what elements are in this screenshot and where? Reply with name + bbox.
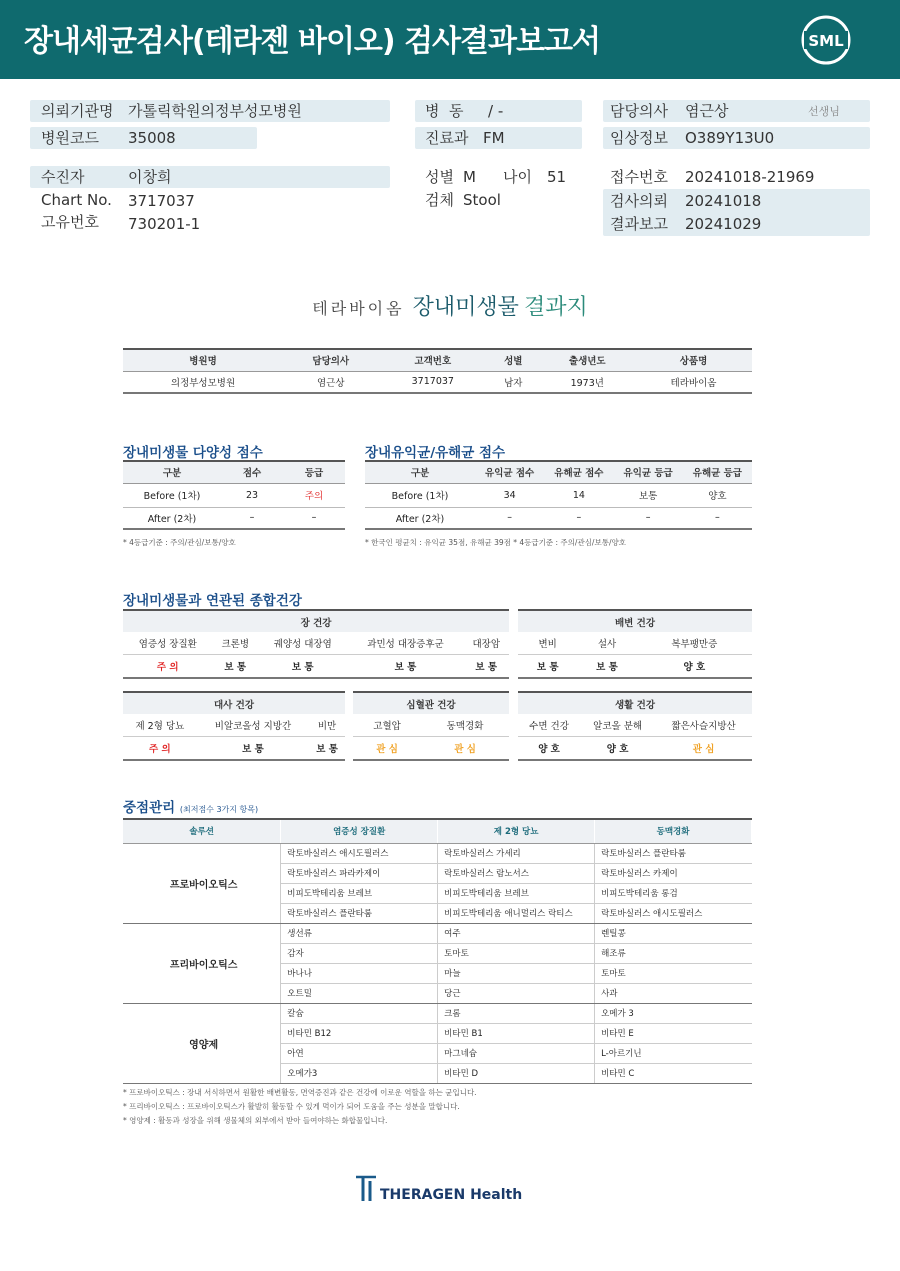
- age-value: 51: [547, 168, 567, 186]
- summary-cell: 1973년: [540, 371, 635, 393]
- care-title: [123, 796, 258, 816]
- care-cell: 락토바실러스 플란타룸: [281, 903, 438, 923]
- id-value: 730201-1: [128, 215, 201, 233]
- care-cell: 아연: [281, 1043, 438, 1063]
- receipt-label: 접수번호: [610, 168, 668, 186]
- care-cell: 오트밀: [281, 983, 438, 1003]
- bowel-item: 복부팽만증: [637, 632, 752, 654]
- care-category: 프리바이오틱스: [123, 923, 281, 1003]
- gut-item: 염증성 장질환: [123, 632, 213, 654]
- gut-item: 과민성 대장증후군: [348, 632, 464, 654]
- beneficial-cell: 보통: [614, 483, 683, 507]
- cardio-item: 동맥경화: [421, 714, 509, 736]
- beneficial-header: 구분: [365, 461, 475, 483]
- beneficial-cell: After (2차): [365, 507, 475, 529]
- cardio-item: 고혈압: [353, 714, 421, 736]
- sex-label: 성별: [425, 168, 454, 186]
- cardio-health-title: 심혈관 건강: [353, 692, 509, 714]
- beneficial-cell: –: [544, 507, 613, 529]
- care-cell: 오메가 3: [595, 1003, 752, 1023]
- gut-value: 보 통: [224, 661, 247, 673]
- care-header: 제 2형 당뇨: [438, 819, 595, 843]
- bowel-item: 설사: [577, 632, 636, 654]
- care-cell: 칼슘: [281, 1003, 438, 1023]
- care-cell: 생선류: [281, 923, 438, 943]
- diversity-table: [123, 460, 345, 530]
- gut-health-title: 장 건강: [123, 610, 509, 632]
- summary-header: 고객번호: [379, 349, 488, 371]
- summary-header: 상품명: [635, 349, 752, 371]
- care-cell: 바나나: [281, 963, 438, 983]
- care-cell: 락토바실러스 애시도필러스: [281, 843, 438, 863]
- life-health-title: 생활 건강: [518, 692, 752, 714]
- care-title-text: 중점관리: [123, 800, 176, 816]
- care-cell: 비피도박테리움 브레브: [438, 883, 595, 903]
- metabolic-value: 보 통: [316, 743, 338, 755]
- ward-value: / -: [488, 102, 504, 120]
- metabolic-item: 비만: [309, 714, 345, 736]
- gut-item: 궤양성 대장염: [258, 632, 348, 654]
- life-value: 양 호: [538, 743, 560, 755]
- life-item: 짧은사슬지방산: [655, 714, 752, 736]
- beneficial-cell: 양호: [683, 483, 752, 507]
- care-cell: 당근: [438, 983, 595, 1003]
- footer-brand-text: THERAGEN Health: [380, 1187, 523, 1203]
- cardio-value: 관 심: [376, 743, 398, 755]
- care-cell: 비타민 B1: [438, 1023, 595, 1043]
- theragen-logo: [354, 1171, 534, 1205]
- care-cell: 마그네슘: [438, 1043, 595, 1063]
- request-value: 20241018: [685, 192, 762, 210]
- report-header: [0, 0, 900, 79]
- bowel-value: 양 호: [683, 661, 706, 673]
- beneficial-header: 유해균 점수: [544, 461, 613, 483]
- summary-header: 성별: [487, 349, 539, 371]
- chart-label: Chart No.: [41, 191, 112, 209]
- doctor-label: 담당의사: [610, 102, 668, 120]
- bowel-health-table: [518, 609, 752, 679]
- care-cell: 비피도박테리움 롱검: [595, 883, 752, 903]
- doctor-value: 염근상: [685, 102, 729, 120]
- beneficial-cell: Before (1차): [365, 483, 475, 507]
- summary-table: [123, 348, 752, 394]
- care-cell: 락토바실러스 플란타룸: [595, 843, 752, 863]
- beneficial-cell: –: [475, 507, 544, 529]
- beneficial-title: 장내유익균/유해균 점수: [365, 445, 506, 461]
- bowel-value: 보 통: [596, 661, 618, 673]
- chart-value: 3717037: [128, 192, 195, 210]
- care-cell: 비피도박테리움 브레브: [281, 883, 438, 903]
- care-cell: 락토바실러스 람노서스: [438, 863, 595, 883]
- care-cell: 감자: [281, 943, 438, 963]
- care-cell: L-아르기닌: [595, 1043, 752, 1063]
- summary-header: 담당의사: [283, 349, 378, 371]
- care-cell: 토마토: [595, 963, 752, 983]
- diversity-cell: –: [283, 507, 345, 529]
- diversity-grade: 주의: [283, 483, 345, 507]
- life-item: 수면 건강: [518, 714, 580, 736]
- health-title: 장내미생물과 연관된 종합건강: [123, 593, 302, 609]
- gut-value: 보 통: [291, 661, 314, 673]
- report-value: 20241029: [685, 215, 762, 233]
- life-value: 양 호: [606, 743, 629, 755]
- bowel-item: 변비: [518, 632, 577, 654]
- microbiome-report-title: [0, 290, 900, 321]
- summary-header: 병원명: [123, 349, 283, 371]
- care-cell: 오메가3: [281, 1063, 438, 1083]
- id-label: 고유번호: [41, 213, 99, 231]
- life-value: 관 심: [692, 743, 715, 755]
- clinical-label: 임상정보: [610, 129, 668, 147]
- care-cell: 렌틸콩: [595, 923, 752, 943]
- diversity-header: 등급: [283, 461, 345, 483]
- summary-cell: 염근상: [283, 371, 378, 393]
- dept-value: FM: [483, 129, 505, 147]
- care-note: * 프리바이오틱스 : 프로바이오틱스가 활발히 활동할 수 있게 먹이가 되어 도움을 주는 성분을 말합니다.: [123, 1102, 460, 1111]
- care-cell: 락토바실러스 가세리: [438, 843, 595, 863]
- dept-label: 진료과: [425, 129, 469, 147]
- metabolic-value: 보 통: [242, 743, 264, 755]
- beneficial-note: * 한국인 평균치 : 유익균 35점, 유해균 39점 * 4등급기준 : 주의/관심/보통/양호: [365, 538, 626, 547]
- beneficial-header: 유익균 등급: [614, 461, 683, 483]
- metabolic-health-title: 대사 건강: [123, 692, 345, 714]
- receipt-value: 20241018-21969: [685, 168, 815, 186]
- sex-value: M: [463, 168, 476, 186]
- beneficial-header: 유익균 점수: [475, 461, 544, 483]
- care-cell: 비타민 E: [595, 1023, 752, 1043]
- beneficial-cell: 34: [475, 483, 544, 507]
- ward-label: 병 동: [425, 102, 464, 120]
- diversity-header: 점수: [221, 461, 283, 483]
- metabolic-value: 주 의: [149, 743, 171, 755]
- care-category: 영양제: [123, 1003, 281, 1083]
- metabolic-item: 제 2형 당뇨: [123, 714, 197, 736]
- care-cell: 비타민 C: [595, 1063, 752, 1083]
- age-label: 나이: [503, 168, 532, 186]
- diversity-cell: –: [221, 507, 283, 529]
- care-category: 프로바이오틱스: [123, 843, 281, 923]
- title-brand: 테라바이옴: [312, 299, 405, 318]
- report-title: 장내세균검사(테라젠 바이오) 검사결과보고서: [24, 24, 600, 59]
- report-label: 결과보고: [610, 215, 668, 233]
- care-header: 염증성 장질환: [281, 819, 438, 843]
- care-cell: 여주: [438, 923, 595, 943]
- specimen-label: 검체: [425, 191, 454, 209]
- beneficial-table: [365, 460, 752, 530]
- diversity-note: * 4등급기준 : 주의/관심/보통/양호: [123, 538, 236, 547]
- care-cell: 비타민 B12: [281, 1023, 438, 1043]
- care-note: * 영양제 : 활동과 성장을 위해 생물체의 외부에서 받아 들여야하는 화합물입니다.: [123, 1116, 388, 1125]
- summary-cell: 테라바이옴: [635, 371, 752, 393]
- care-note: * 프로바이오틱스 : 장내 서식하면서 원활한 배변활동, 면역증진과 같은 건강에 이로운 역할을 하는 균입니다.: [123, 1088, 477, 1097]
- request-label: 검사의뢰: [610, 192, 668, 210]
- patient-value: 이창희: [128, 168, 172, 186]
- doctor-suffix: 선생님: [808, 105, 840, 118]
- metabolic-health-table: [123, 691, 345, 761]
- metabolic-item: 비알코올성 지방간: [197, 714, 309, 736]
- care-cell: 비타민 D: [438, 1063, 595, 1083]
- hospital-code-value: 35008: [128, 129, 176, 147]
- beneficial-cell: –: [683, 507, 752, 529]
- title-suffix: 결과지: [523, 295, 588, 320]
- beneficial-cell: –: [614, 507, 683, 529]
- institution-label: 의뢰기관명: [41, 102, 114, 120]
- patient-label: 수진자: [41, 168, 85, 186]
- summary-header: 출생년도: [540, 349, 635, 371]
- life-health-table: [518, 691, 752, 761]
- care-cell: 락토바실러스 애시도필러스: [595, 903, 752, 923]
- title-main: 장내미생물: [412, 295, 519, 320]
- care-cell: 락토바실러스 파라카제이: [281, 863, 438, 883]
- diversity-title: 장내미생물 다양성 점수: [123, 445, 263, 461]
- beneficial-header: 유해균 등급: [683, 461, 752, 483]
- clinical-value: O389Y13U0: [685, 129, 775, 147]
- care-cell: 크롬: [438, 1003, 595, 1023]
- care-header: 동맥경화: [595, 819, 752, 843]
- care-cell: 사과: [595, 983, 752, 1003]
- gut-item: 대장암: [464, 632, 510, 654]
- life-item: 알코올 분해: [580, 714, 655, 736]
- institution-value: 가톨릭학원의정부성모병원: [128, 102, 302, 120]
- diversity-cell: After (2차): [123, 507, 221, 529]
- care-cell: 락토바실러스 카제이: [595, 863, 752, 883]
- diversity-cell: 23: [221, 483, 283, 507]
- bowel-health-title: 배변 건강: [518, 610, 752, 632]
- cardio-value: 관 심: [454, 743, 476, 755]
- logo-text: SML: [808, 32, 844, 50]
- summary-cell: 의정부성모병원: [123, 371, 283, 393]
- care-cell: 비피도박테리움 애니멀리스 락티스: [438, 903, 595, 923]
- gut-value: 주 의: [156, 661, 179, 673]
- gut-health-table: [123, 609, 509, 679]
- care-header: 솔루션: [123, 819, 281, 843]
- beneficial-cell: 14: [544, 483, 613, 507]
- gut-item: 크론병: [213, 632, 258, 654]
- bowel-value: 보 통: [536, 661, 559, 673]
- diversity-header: 구분: [123, 461, 221, 483]
- summary-cell: 3717037: [379, 371, 488, 393]
- care-cell: 마늘: [438, 963, 595, 983]
- care-subtitle: (최저점수 3가지 항목): [179, 805, 259, 814]
- summary-cell: 남자: [487, 371, 539, 393]
- care-cell: 토마토: [438, 943, 595, 963]
- gut-value: 보 통: [394, 661, 417, 673]
- sml-logo: [798, 12, 854, 68]
- cardio-health-table: [353, 691, 509, 761]
- care-cell: 해조류: [595, 943, 752, 963]
- hospital-code-label: 병원코드: [41, 129, 99, 147]
- care-table: [123, 818, 752, 1084]
- gut-value: 보 통: [475, 661, 498, 673]
- specimen-value: Stool: [463, 191, 501, 209]
- diversity-cell: Before (1차): [123, 483, 221, 507]
